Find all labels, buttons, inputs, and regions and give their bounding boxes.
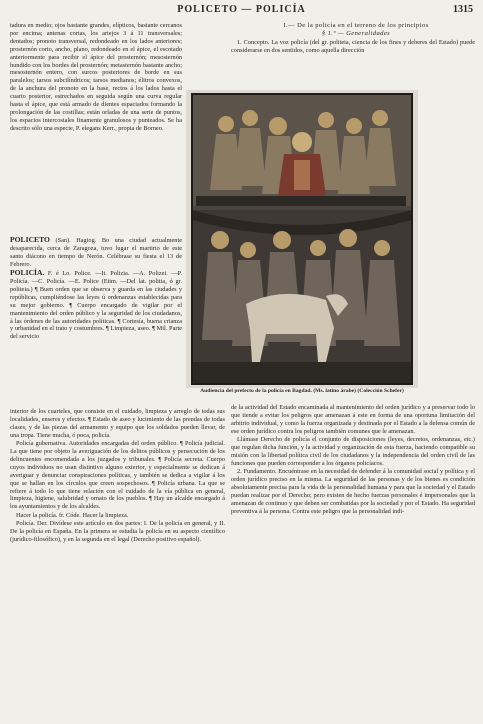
derecho-de-policia-paragraph: Llámase Derecho de policía el conjunto de disposiciones (leyes, decretos, ordenanzas, etc.) que regulan dicha función, y la actividad y organización de esta fuerza, haciendo compatible su misión con la libertad política civil de los ciudadanos y la independencia del orden civil de las funciones que pueden corresponder a los órganos policíacos. bbox=[231, 436, 475, 467]
right-column-bottom bbox=[231, 404, 475, 718]
left-column-top bbox=[10, 22, 182, 236]
section-heading: I.— De la policía en el terreno de los principios bbox=[283, 22, 429, 29]
miniature-painting bbox=[186, 90, 418, 388]
left-narrow-column bbox=[10, 236, 182, 406]
policia-continued: interior de los cuarteles, que consiste en el cuidado, limpieza y arreglo de todas sus localidades, enseres y efectos. ¶ Estado de aseo y lucimiento de las prendas de todas clases, y de las piezas del armamento y equipo que los soldados pueden llevar, de una tropa. Tiene mucha, ó poca, policía. bbox=[10, 408, 225, 439]
policeto-text: (San). Hagiog. Bo una ciudad actualmente desaparecida, cerca de Zaragoza, tuvo lugar el martirio de este santo diácono en tiempo de Nerón. Celébrase su fiesta el 13 de Febrero. bbox=[10, 237, 182, 268]
policia-der: Policía. Der. Divídese este artículo en dos partes: I. De la policía en general, y II. De la policía en España. En la primera se estudia la policía en su aspecto científico (jurídico-filosófico), y en la segunda en el legal (Derecho positivo español). bbox=[10, 520, 225, 543]
headword-policeto: POLICETO bbox=[10, 236, 50, 244]
illustration bbox=[186, 90, 418, 388]
policia-text: F. é Lo. Police. —It. Polizia. —A. Polizei. —P. Policía. —C. Policía. —E. Police (Etim. —Del lat. politia, ó gr. politeia.) ¶ Buen orden que se observa y guarda en las ciudades y repúblicas, cumpliéndose las leyes ú ordenanzas establecidas para su mejor gobierno. ¶ Cuerpo encargado de vigilar por el mantenimiento del orden público y la seguridad de los ciudadanos, á las órdenes de las autoridades políticas. ¶ Cortesía, buena crianza y urbanidad en el trato y costumbres. ¶ Limpieza, aseo. ¶ Mil. Parte del servicio bbox=[10, 270, 182, 341]
left-column-bottom bbox=[10, 408, 225, 718]
hacer-la-policia: Hacer la policía. fr. Códe. Hacer la limpieza. bbox=[16, 511, 129, 519]
figure-caption: Audiencia del prefecto de la policía en Bagdad. (Ms. latino árabe) (Colección Schefer) bbox=[200, 388, 404, 394]
page-header bbox=[10, 4, 473, 20]
concepto-paragraph: 1. Concepto. La voz policía (del gr. politeia, ciencia de los fines y deberes del Estado) puede considerarse en dos sentidos, como aquella dirección bbox=[231, 38, 475, 54]
policia-gubernativa: Policía gubernativa. Autoridades encargadas del orden público. ¶ Policía judicial. La que tiene por objeto la averiguación de los delitos públicos y persecución de los delincuentes encomendada a los juzgados y tribunales. ¶ Policía secreta. Cuerpo cuyos individuos no usan distintivo alguno exterior, y especialmente se dedican á averiguar y denunciar conspiraciones políticas, y también se dedica a vigilar á los que se hallan en los círculos que creen sospechosos. ¶ Policía urbana. La que se refiere á todo lo que tiene relación con el cuidado de la vía pública en general, limpieza, higiene, salubridad y ornato de los pueblos. ¶ Hay un alcalde encargado á los ayuntamientos y de los alcaldes. bbox=[10, 440, 225, 511]
running-title: POLICETO — POLICÍA bbox=[177, 4, 306, 15]
section-subheading: § 1.º — Generalidades bbox=[321, 30, 391, 38]
headword-policia: POLICÍA. bbox=[10, 268, 45, 278]
intro-paragraph: tadura en medio; ojos bastante grandes, elípticos, bastante cercanos por encima; antenas cortas, los artejos 3 á 11 transversales; dentados; pronoto transversal, redondeado en los lados anteriores; prosternón corto, ancho, plano, redondeado en el ápice, el escotado anteriormente para recibir el ápice del prosternón; mesosternón hundido con los bordes del prosternón; metasternón bastante ancho; mesosternón entero, con surcos posteriores de borde en sus paralelos; tarsos subcilíndricos; tarsos medianos; élitros convexos, de la anchura del pronoto en la base, rectos á los lados hasta el cuarto posterior, estrechados en seguida según una curva regular hasta el ápice, que está armado de dientes espaciados formando la prolongación de las costillas; están orladas de una serie de puntos, los espacios intercostales finamente granulosos y punteados. Se ha descrito sólo una especie, P. elegans Kerr., propia de Borneo. bbox=[10, 22, 182, 132]
fundamento-paragraph: 2. Fundamento. Encuéntrase en la necesidad de defender á la comunidad social y política y el orden jurídico preciso en la misma. La seguridad de las personas y de los bienes es condición absolutamente precisa para la vida de la personalidad humana y para que la sociedad y el Estado puedan realizar por el Derecho; pero existen de hecho fuerzas personales é impersonales que la amenazan de continuo y que deben ser combatidas por la sociedad y por el Estado. Ha seguridad preventiva á la persona. Contra este peligro que la personalidad indi- bbox=[231, 468, 475, 515]
page-number: 1315 bbox=[453, 4, 473, 15]
right-column-top bbox=[231, 22, 475, 55]
actividad-paragraph: de la actividad del Estado encaminada al mantenimiento del orden jurídico y a preservar todo lo que tiende a evitar los peligros que amenazan á este en forma de una oportuna limitación del arbitrio individual, y como la fuerza organizada y destinada por el Estado a la defensa común de ese orden jurídico contra los peligros también comunes que le amenazan. bbox=[231, 404, 475, 435]
